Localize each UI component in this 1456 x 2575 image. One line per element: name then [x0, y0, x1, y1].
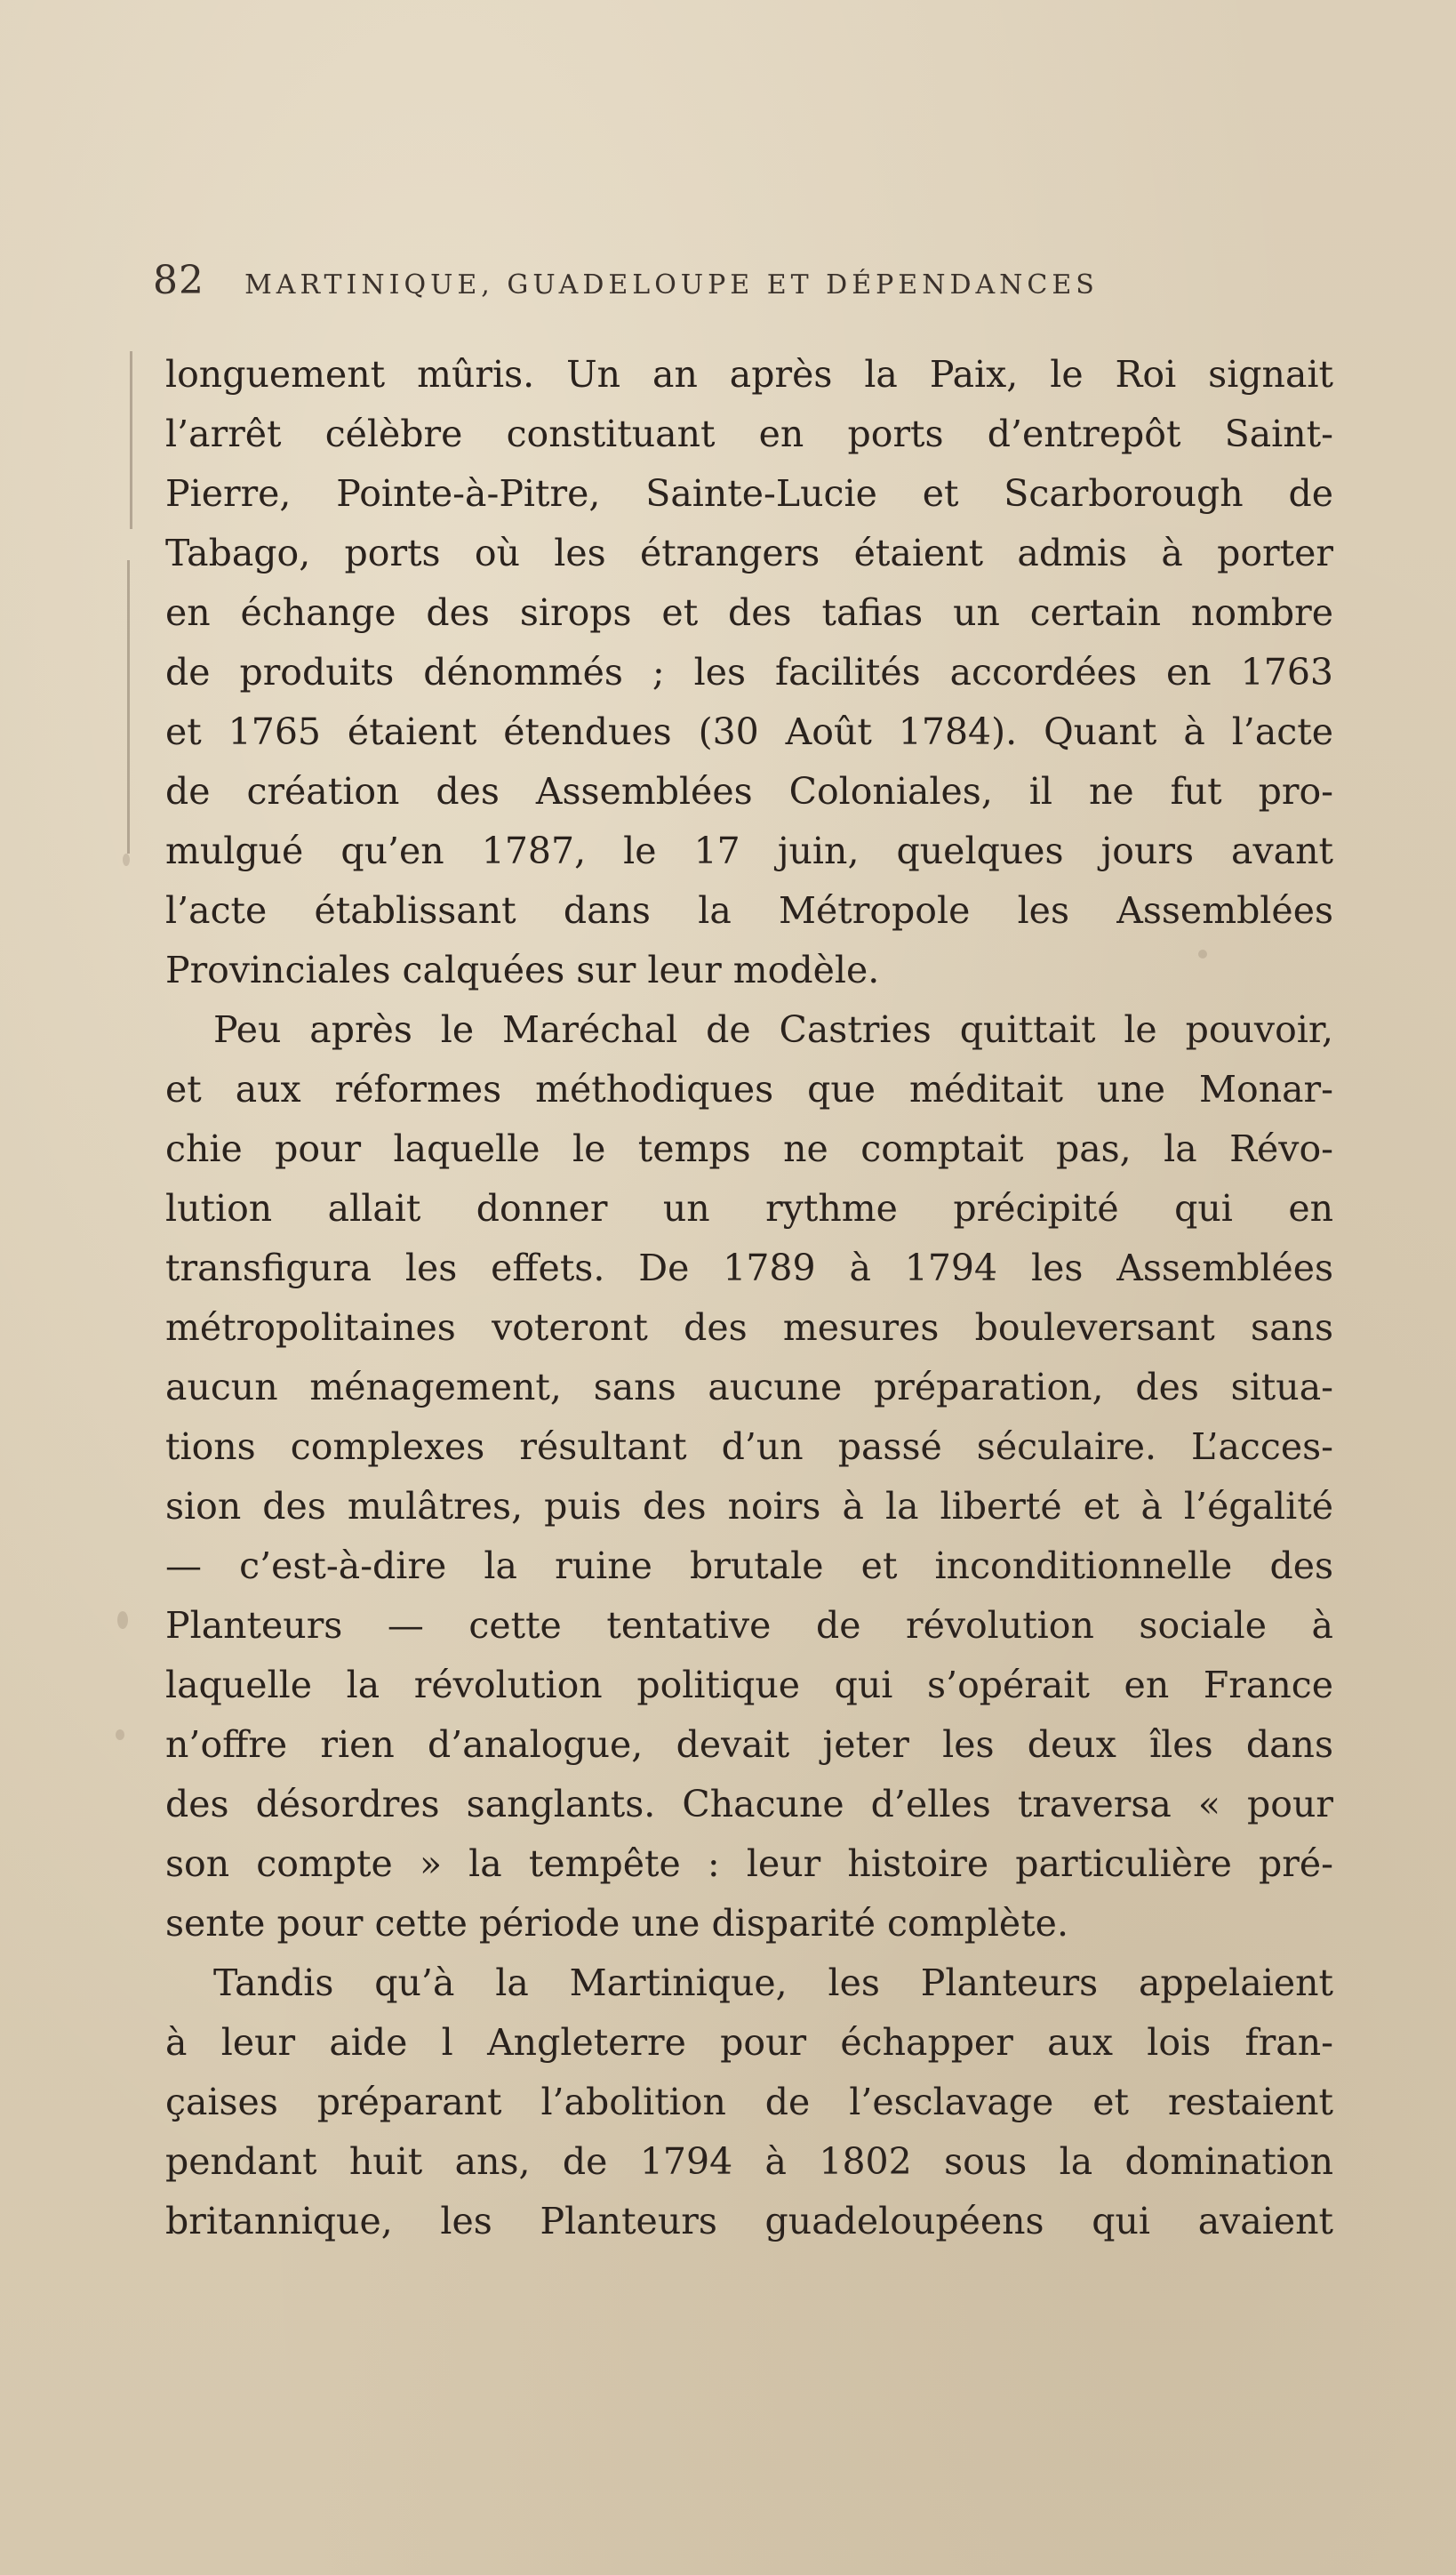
paper-stain	[116, 1729, 124, 1740]
text-line: çaises préparant l’abolition de l’esclavage et restaient	[165, 2081, 1333, 2123]
text-line: métropolitaines voteront des mesures bouleversant sans	[165, 1306, 1333, 1349]
paper-stain	[117, 1611, 128, 1629]
text-line: longuement mûris. Un an après la Paix, le Roi signait	[165, 353, 1333, 396]
text-line: mulgué qu’en 1787, le 17 juin, quelques jours avant	[165, 830, 1333, 872]
paragraph	[165, 345, 1333, 1000]
text-line: l’arrêt célèbre constituant en ports d’entrepôt Saint-	[165, 413, 1333, 455]
text-line: — c’est-à-dire la ruine brutale et inconditionnelle des	[165, 1544, 1333, 1587]
margin-pencil-mark	[127, 560, 130, 854]
text-line: Planteurs — cette tentative de révolution sociale à	[165, 1604, 1333, 1647]
paragraph	[165, 1953, 1333, 2251]
text-line: à leur aide l Angleterre pour échapper aux lois fran-	[165, 2021, 1333, 2064]
text-line: lution allait donner un rythme précipité qui en	[165, 1187, 1333, 1230]
running-title: MARTINIQUE, GUADELOUPE ET DÉPENDANCES	[244, 269, 1099, 301]
text-line: Pierre, Pointe-à-Pitre, Sainte-Lucie et Scarborough de	[165, 472, 1333, 515]
text-line: aucun ménagement, sans aucune préparation, des situa-	[165, 1366, 1333, 1408]
text-line: chie pour laquelle le temps ne comptait pas, la Révo-	[165, 1127, 1333, 1170]
text-line: Tandis qu’à la Martinique, les Planteurs appelaient	[213, 1961, 1333, 2004]
text-line: et aux réformes méthodiques que méditait une Monar-	[165, 1068, 1333, 1111]
text-line: en échange des sirops et des tafias un certain nombre	[165, 591, 1333, 634]
text-line: de création des Assemblées Coloniales, il ne fut pro-	[165, 770, 1333, 813]
text-line: son compte » la tempête : leur histoire particulière pré-	[165, 1842, 1333, 1885]
text-line: Provinciales calquées sur leur modèle.	[165, 949, 880, 991]
text-line: et 1765 étaient étendues (30 Août 1784). Quant à l’acte	[165, 710, 1333, 753]
text-line: laquelle la révolution politique qui s’opérait en France	[165, 1664, 1333, 1706]
text-line: Peu après le Maréchal de Castries quittait le pouvoir,	[213, 1008, 1333, 1051]
text-line: sente pour cette période une disparité complète.	[165, 1902, 1068, 1945]
text-line: transfigura les effets. De 1789 à 1794 les Assemblées	[165, 1247, 1333, 1289]
text-line: n’offre rien d’analogue, devait jeter les deux îles dans	[165, 1723, 1333, 1766]
text-line: tions complexes résultant d’un passé séculaire. L’acces-	[165, 1425, 1333, 1468]
paper-stain	[123, 854, 130, 866]
text-line: de produits dénommés ; les facilités accordées en 1763	[165, 651, 1333, 694]
page-number: 82	[153, 258, 204, 303]
text-line: britannique, les Planteurs guadeloupéens qui avaient	[165, 2200, 1333, 2242]
text-line: l’acte établissant dans la Métropole les Assemblées	[165, 889, 1333, 932]
text-line: sion des mulâtres, puis des noirs à la liberté et à l’égalité	[165, 1485, 1333, 1528]
text-line: pendant huit ans, de 1794 à 1802 sous la domination	[165, 2140, 1333, 2183]
paragraph	[165, 1000, 1333, 1953]
running-head	[153, 258, 1308, 311]
text-line: Tabago, ports où les étrangers étaient admis à porter	[165, 532, 1333, 574]
body-text	[165, 345, 1333, 2251]
text-line: des désordres sanglants. Chacune d’elles traversa « pour	[165, 1783, 1333, 1825]
margin-pencil-mark	[130, 351, 132, 529]
